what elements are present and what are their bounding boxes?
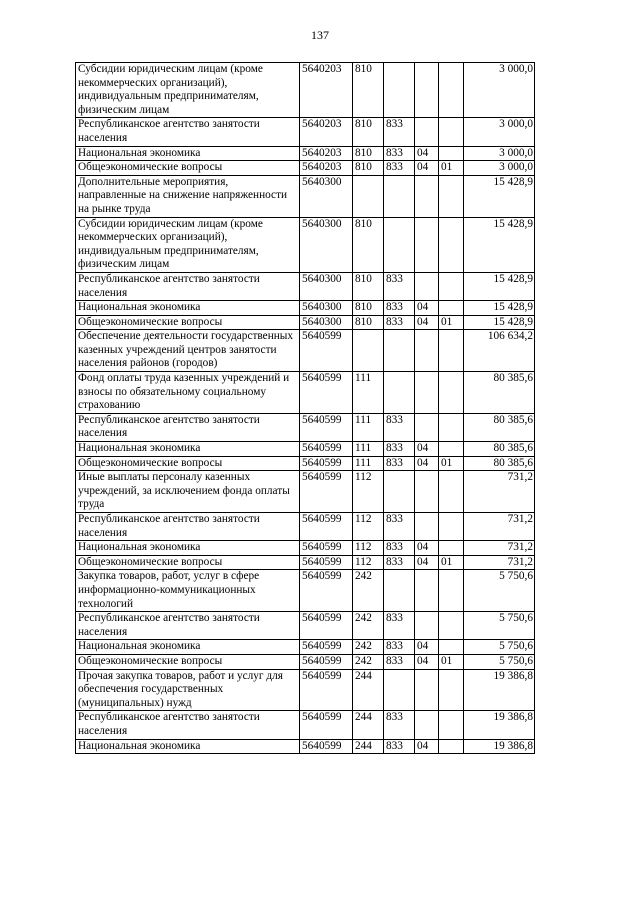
amount-cell: 80 385,6 <box>464 442 535 457</box>
table-row <box>76 330 535 372</box>
section-cell: 04 <box>415 654 439 669</box>
table-row <box>76 413 535 441</box>
department-cell <box>384 570 415 612</box>
row-name-cell: Национальная экономика <box>76 146 300 161</box>
section-cell <box>415 711 439 739</box>
amount-cell: 19 386,8 <box>464 669 535 711</box>
section-cell <box>415 471 439 513</box>
expense-type-cell: 244 <box>353 669 384 711</box>
table-row <box>76 118 535 146</box>
subsection-cell <box>439 471 464 513</box>
section-cell: 04 <box>415 442 439 457</box>
table-row <box>76 217 535 272</box>
expense-type-cell: 242 <box>353 570 384 612</box>
target-article-cell: 5640203 <box>300 63 353 118</box>
department-cell: 833 <box>384 146 415 161</box>
expense-type-cell: 242 <box>353 640 384 655</box>
amount-cell: 15 428,9 <box>464 315 535 330</box>
target-article-cell: 5640599 <box>300 541 353 556</box>
department-cell: 833 <box>384 315 415 330</box>
target-article-cell: 5640599 <box>300 612 353 640</box>
department-cell <box>384 372 415 414</box>
row-name-cell: Национальная экономика <box>76 541 300 556</box>
section-cell: 04 <box>415 739 439 754</box>
amount-cell: 106 634,2 <box>464 330 535 372</box>
row-name-cell: Национальная экономика <box>76 640 300 655</box>
target-article-cell: 5640599 <box>300 555 353 570</box>
expense-type-cell: 242 <box>353 654 384 669</box>
table-row <box>76 442 535 457</box>
target-article-cell: 5640203 <box>300 146 353 161</box>
section-cell <box>415 513 439 541</box>
amount-cell: 80 385,6 <box>464 456 535 471</box>
department-cell: 833 <box>384 640 415 655</box>
target-article-cell: 5640599 <box>300 711 353 739</box>
target-article-cell: 5640300 <box>300 217 353 272</box>
target-article-cell: 5640599 <box>300 330 353 372</box>
subsection-cell <box>439 739 464 754</box>
subsection-cell <box>439 669 464 711</box>
expense-type-cell: 810 <box>353 301 384 316</box>
table-row <box>76 640 535 655</box>
amount-cell: 80 385,6 <box>464 413 535 441</box>
expense-type-cell: 111 <box>353 372 384 414</box>
table-row <box>76 161 535 176</box>
row-name-cell: Национальная экономика <box>76 301 300 316</box>
expense-type-cell: 810 <box>353 217 384 272</box>
expense-type-cell: 111 <box>353 456 384 471</box>
amount-cell: 731,2 <box>464 513 535 541</box>
table-row <box>76 63 535 118</box>
target-article-cell: 5640599 <box>300 456 353 471</box>
department-cell <box>384 669 415 711</box>
subsection-cell <box>439 146 464 161</box>
department-cell: 833 <box>384 442 415 457</box>
subsection-cell <box>439 442 464 457</box>
table-row <box>76 372 535 414</box>
target-article-cell: 5640300 <box>300 301 353 316</box>
expense-type-cell: 810 <box>353 118 384 146</box>
amount-cell: 5 750,6 <box>464 612 535 640</box>
target-article-cell: 5640599 <box>300 640 353 655</box>
row-name-cell: Субсидии юридическим лицам (кроме некоммерческих организаций), индивидуальным предпринимателям, физическим лицам <box>76 63 300 118</box>
budget-table <box>75 62 535 754</box>
department-cell: 833 <box>384 301 415 316</box>
subsection-cell: 01 <box>439 315 464 330</box>
subsection-cell <box>439 118 464 146</box>
amount-cell: 3 000,0 <box>464 146 535 161</box>
row-name-cell: Республиканское агентство занятости населения <box>76 118 300 146</box>
target-article-cell: 5640203 <box>300 118 353 146</box>
section-cell: 04 <box>415 456 439 471</box>
expense-type-cell: 810 <box>353 146 384 161</box>
target-article-cell: 5640599 <box>300 739 353 754</box>
target-article-cell: 5640300 <box>300 272 353 300</box>
expense-type-cell: 810 <box>353 63 384 118</box>
subsection-cell <box>439 217 464 272</box>
section-cell <box>415 413 439 441</box>
row-name-cell: Республиканское агентство занятости населения <box>76 272 300 300</box>
subsection-cell <box>439 413 464 441</box>
section-cell: 04 <box>415 161 439 176</box>
row-name-cell: Общеэкономические вопросы <box>76 315 300 330</box>
target-article-cell: 5640599 <box>300 413 353 441</box>
row-name-cell: Национальная экономика <box>76 739 300 754</box>
expense-type-cell: 112 <box>353 471 384 513</box>
table-row <box>76 301 535 316</box>
amount-cell: 3 000,0 <box>464 118 535 146</box>
subsection-cell <box>439 513 464 541</box>
expense-type-cell: 244 <box>353 711 384 739</box>
subsection-cell <box>439 63 464 118</box>
expense-type-cell: 244 <box>353 739 384 754</box>
section-cell <box>415 612 439 640</box>
expense-type-cell: 810 <box>353 272 384 300</box>
section-cell: 04 <box>415 640 439 655</box>
row-name-cell: Общеэкономические вопросы <box>76 555 300 570</box>
section-cell <box>415 118 439 146</box>
department-cell: 833 <box>384 555 415 570</box>
expense-type-cell: 810 <box>353 161 384 176</box>
budget-table-body <box>76 63 535 754</box>
table-row <box>76 175 535 217</box>
amount-cell: 5 750,6 <box>464 654 535 669</box>
row-name-cell: Фонд оплаты труда казенных учреждений и взносы по обязательному социальному страхованию <box>76 372 300 414</box>
department-cell: 833 <box>384 413 415 441</box>
subsection-cell <box>439 711 464 739</box>
target-article-cell: 5640599 <box>300 372 353 414</box>
row-name-cell: Прочая закупка товаров, работ и услуг для обеспечения государственных (муниципальных) нужд <box>76 669 300 711</box>
subsection-cell <box>439 272 464 300</box>
table-row <box>76 570 535 612</box>
department-cell <box>384 217 415 272</box>
row-name-cell: Республиканское агентство занятости населения <box>76 711 300 739</box>
amount-cell: 15 428,9 <box>464 301 535 316</box>
page-number: 137 <box>311 28 329 42</box>
table-row <box>76 456 535 471</box>
row-name-cell: Закупка товаров, работ, услуг в сфере информационно-коммуникационных технологий <box>76 570 300 612</box>
subsection-cell <box>439 301 464 316</box>
subsection-cell <box>439 175 464 217</box>
amount-cell: 3 000,0 <box>464 161 535 176</box>
subsection-cell: 01 <box>439 456 464 471</box>
row-name-cell: Национальная экономика <box>76 442 300 457</box>
row-name-cell: Республиканское агентство занятости населения <box>76 612 300 640</box>
department-cell: 833 <box>384 612 415 640</box>
expense-type-cell: 810 <box>353 315 384 330</box>
department-cell <box>384 471 415 513</box>
amount-cell: 19 386,8 <box>464 739 535 754</box>
department-cell: 833 <box>384 513 415 541</box>
subsection-cell: 01 <box>439 654 464 669</box>
table-row <box>76 711 535 739</box>
section-cell <box>415 175 439 217</box>
table-row <box>76 272 535 300</box>
row-name-cell: Республиканское агентство занятости населения <box>76 513 300 541</box>
section-cell <box>415 272 439 300</box>
row-name-cell: Субсидии юридическим лицам (кроме некоммерческих организаций), индивидуальным предпринимателям, физическим лицам <box>76 217 300 272</box>
amount-cell: 15 428,9 <box>464 175 535 217</box>
expense-type-cell: 242 <box>353 612 384 640</box>
section-cell <box>415 669 439 711</box>
section-cell <box>415 217 439 272</box>
target-article-cell: 5640599 <box>300 669 353 711</box>
row-name-cell: Общеэкономические вопросы <box>76 456 300 471</box>
subsection-cell <box>439 570 464 612</box>
row-name-cell: Общеэкономические вопросы <box>76 654 300 669</box>
expense-type-cell: 112 <box>353 541 384 556</box>
section-cell: 04 <box>415 555 439 570</box>
section-cell <box>415 330 439 372</box>
target-article-cell: 5640300 <box>300 175 353 217</box>
table-row <box>76 654 535 669</box>
row-name-cell: Обеспечение деятельности государственных казенных учреждений центров занятости населения районов (городов) <box>76 330 300 372</box>
table-row <box>76 471 535 513</box>
section-cell: 04 <box>415 315 439 330</box>
expense-type-cell <box>353 175 384 217</box>
table-row <box>76 669 535 711</box>
row-name-cell: Общеэкономические вопросы <box>76 161 300 176</box>
subsection-cell: 01 <box>439 555 464 570</box>
target-article-cell: 5640599 <box>300 570 353 612</box>
department-cell <box>384 63 415 118</box>
row-name-cell: Республиканское агентство занятости населения <box>76 413 300 441</box>
expense-type-cell: 112 <box>353 555 384 570</box>
department-cell <box>384 330 415 372</box>
amount-cell: 15 428,9 <box>464 272 535 300</box>
row-name-cell: Иные выплаты персоналу казенных учреждений, за исключением фонда оплаты труда <box>76 471 300 513</box>
department-cell: 833 <box>384 739 415 754</box>
department-cell: 833 <box>384 711 415 739</box>
subsection-cell <box>439 612 464 640</box>
subsection-cell: 01 <box>439 161 464 176</box>
department-cell: 833 <box>384 272 415 300</box>
section-cell: 04 <box>415 541 439 556</box>
department-cell <box>384 175 415 217</box>
table-row <box>76 555 535 570</box>
amount-cell: 5 750,6 <box>464 570 535 612</box>
department-cell: 833 <box>384 456 415 471</box>
table-row <box>76 513 535 541</box>
target-article-cell: 5640599 <box>300 442 353 457</box>
section-cell: 04 <box>415 146 439 161</box>
expense-type-cell: 111 <box>353 442 384 457</box>
section-cell <box>415 372 439 414</box>
amount-cell: 80 385,6 <box>464 372 535 414</box>
table-row <box>76 146 535 161</box>
amount-cell: 19 386,8 <box>464 711 535 739</box>
target-article-cell: 5640300 <box>300 315 353 330</box>
target-article-cell: 5640599 <box>300 471 353 513</box>
table-row <box>76 612 535 640</box>
target-article-cell: 5640599 <box>300 513 353 541</box>
department-cell: 833 <box>384 541 415 556</box>
department-cell: 833 <box>384 654 415 669</box>
subsection-cell <box>439 541 464 556</box>
subsection-cell <box>439 330 464 372</box>
amount-cell: 731,2 <box>464 541 535 556</box>
target-article-cell: 5640203 <box>300 161 353 176</box>
target-article-cell: 5640599 <box>300 654 353 669</box>
table-row <box>76 739 535 754</box>
section-cell <box>415 63 439 118</box>
amount-cell: 15 428,9 <box>464 217 535 272</box>
amount-cell: 731,2 <box>464 555 535 570</box>
table-row <box>76 541 535 556</box>
department-cell: 833 <box>384 161 415 176</box>
section-cell: 04 <box>415 301 439 316</box>
section-cell <box>415 570 439 612</box>
amount-cell: 5 750,6 <box>464 640 535 655</box>
table-row <box>76 315 535 330</box>
subsection-cell <box>439 640 464 655</box>
amount-cell: 3 000,0 <box>464 63 535 118</box>
expense-type-cell <box>353 330 384 372</box>
department-cell: 833 <box>384 118 415 146</box>
expense-type-cell: 112 <box>353 513 384 541</box>
subsection-cell <box>439 372 464 414</box>
row-name-cell: Дополнительные мероприятия, направленные на снижение напряженности на рынке труда <box>76 175 300 217</box>
amount-cell: 731,2 <box>464 471 535 513</box>
expense-type-cell: 111 <box>353 413 384 441</box>
